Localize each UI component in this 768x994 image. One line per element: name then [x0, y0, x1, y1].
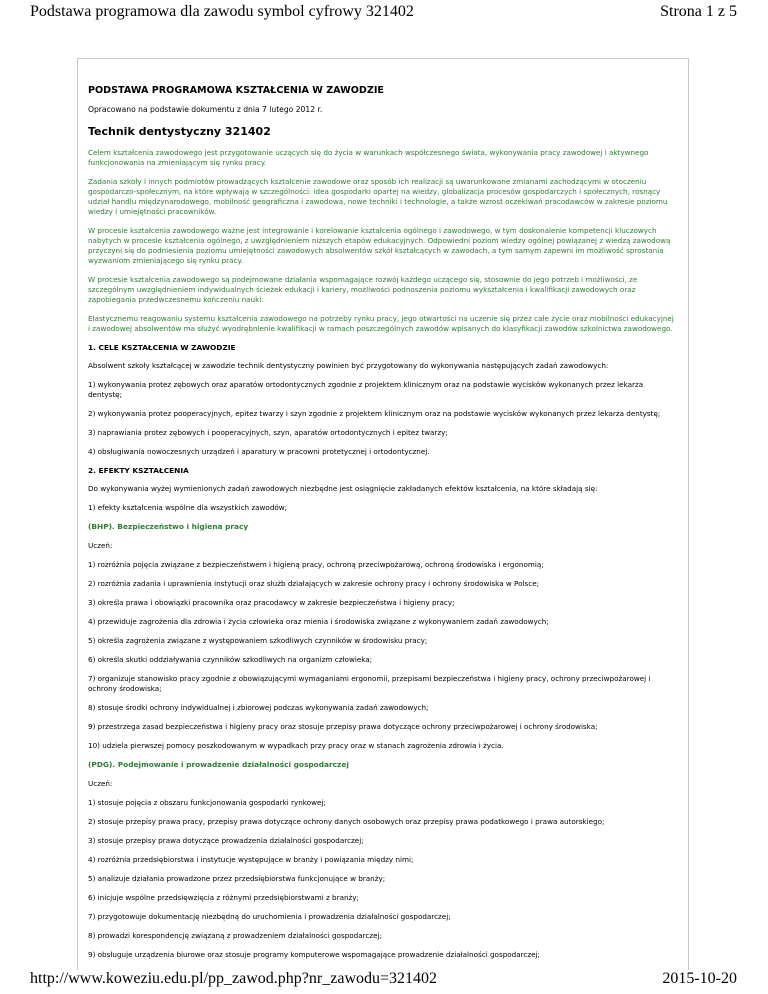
bhp-list [88, 560, 678, 751]
list-item: 9) obsługuje urządzenia biurowe oraz stosuje programy komputerowe wspomagające prowadzenie działalności gospodarczej; [88, 950, 540, 959]
list-item: 3) naprawiania protez zębowych i pooperacyjnych, szyn, aparatów ortodontycznych i epitez twarzy; [88, 428, 448, 437]
list-item: 2) wykonywania protez pooperacyjnych, epitez twarzy i szyn zgodnie z projektem klinicznym oraz na podstawie wycisków wykonanych przez lekarza dentystę; [88, 409, 661, 418]
section-heading: 2. EFEKTY KSZTAŁCENIA [88, 466, 189, 475]
intro-paragraph: W procesie kształcenia zawodowego są podejmowane działania wspomagające rozwój każdego uczącego się, stosownie do jego potrzeb i możliwości, ze szczególnym uwzględnieniem indywidualnych ścieżek edukacji i kariery, możliwości podnoszenia poziomu wykształcenia i kwalifikacji zawodowych oraz zapobiegania przedwczesnemu kończeniu nauki. [88, 275, 638, 304]
document-title: PODSTAWA PROGRAMOWA KSZTAŁCENIA W ZAWODZIE [88, 85, 384, 96]
print-date: 2015-10-20 [662, 970, 737, 987]
list-item: 1) stosuje pojęcia z obszaru funkcjonowania gospodarki rynkowej; [88, 798, 326, 807]
document-body [88, 85, 678, 969]
profession-title: Technik dentystyczny 321402 [88, 125, 271, 138]
section-lead: Absolwent szkoły kształcącej w zawodzie technik dentystyczny powinien być przygotowany do wykonywania następujących zadań zawodowych: [88, 361, 609, 370]
intro-paragraph: W procesie kształcenia zawodowego ważne jest integrowanie i korelowanie kształcenia ogólnego i zawodowego, w tym doskonalenie kompetencji kluczowych nabytych w procesie kształcenia ogólnego, z uwzględnieniem niższych etapów edukacyjnych. Odpowiedni poziom wiedzy ogólnej powiązanej z wiedzą zawodową przyczyni się do podniesienia poziomu umiejętności zawodowych absolwentów szkół kształcących w zawodach, a tym samym zapewni im możliwość sprostania wyzwaniom zmieniającego się rynku pracy. [88, 226, 671, 265]
list-item: 7) przygotowuje dokumentację niezbędną do uruchomienia i prowadzenia działalności gospodarczej; [88, 912, 451, 921]
page-counter: Strona 1 z 5 [660, 3, 737, 20]
task-list [88, 380, 678, 457]
intro-paragraph: Elastycznemu reagowaniu systemu kształcenia zawodowego na potrzeby rynku pracy, jego otwartości na uczenie się przez całe życie oraz mobilności edukacyjnej i zawodowej absolwentów ma służyć wyodrębnienie kwalifikacji w ramach poszczególnych zawodów wpisanych do klasyfikacji zawodów szkolnictwa zawodowego. [88, 314, 674, 333]
list-item: 8) prowadzi korespondencję związaną z prowadzeniem działalności gospodarczej; [88, 931, 382, 940]
source-url[interactable]: http://www.koweziu.edu.pl/pp_zawod.php?nr_zawodu=321402 [30, 970, 438, 987]
document-frame [77, 58, 689, 970]
section-heading: 1. CELE KSZTAŁCENIA W ZAWODZIE [88, 343, 236, 352]
pdg-heading: (PDG). Podejmowanie i prowadzenie działalności gospodarczej [88, 760, 349, 769]
list-item: 3) określa prawa i obowiązki pracownika oraz pracodawcy w zakresie bezpieczeństwa i higieny pracy; [88, 598, 455, 607]
intro-section [88, 148, 678, 334]
list-item: 5) analizuje działania prowadzone przez przedsiębiorstwa funkcjonujące w branży; [88, 874, 386, 883]
learner-label: Uczeń: [88, 779, 113, 788]
list-item: 5) określa zagrożenia związane z występowaniem szkodliwych czynników w środowisku pracy; [88, 636, 428, 645]
list-item: 4) obsługiwania nowoczesnych urządzeń i aparatury w pracowni protetycznej i ortodontycznej. [88, 447, 430, 456]
list-item: 6) określa skutki oddziaływania czynników szkodliwych na organizm człowieka; [88, 655, 373, 664]
print-header-title: Podstawa programowa dla zawodu symbol cyfrowy 321402 [30, 3, 414, 20]
list-item: 6) inicjuje wspólne przedsięwzięcia z różnymi przedsiębiorstwami z branży; [88, 893, 359, 902]
list-item: 4) przewiduje zagrożenia dla zdrowia i życia człowieka oraz mienia i środowiska związane z wykonywaniem zadań zawodowych; [88, 617, 549, 626]
list-item: 1) rozróżnia pojęcia związane z bezpieczeństwem i higieną pracy, ochroną przeciwpożarową, ochroną środowiska i ergonomią; [88, 560, 544, 569]
document-basis: Opracowano na podstawie dokumentu z dnia 7 lutego 2012 r. [88, 105, 323, 114]
section-subitem: 1) efekty kształcenia wspólne dla wszystkich zawodów; [88, 503, 288, 512]
section-lead: Do wykonywania wyżej wymienionych zadań zawodowych niezbędne jest osiągnięcie zakładanych efektów kształcenia, na które składają się: [88, 484, 598, 493]
intro-paragraph: Zadania szkoły i innych podmiotów prowadzących kształcenie zawodowe oraz sposób ich realizacji są uwarunkowane zmianami zachodzącymi w otoczeniu gospodarczo-społecznym, na które wpływają w szczególności: idea gospodarki opartej na wiedzy, globalizacja procesów gospodarczych i społecznych, rosnący udział handlu międzynarodowego, mobilność geograficzna i zawodowa, nowe techniki i technologie, a także wzrost oczekiwań pracodawców w zakresie poziomu wiedzy i umiejętności pracowników. [88, 177, 668, 216]
list-item: 7) organizuje stanowisko pracy zgodnie z obowiązującymi wymaganiami ergonomii, przepisami bezpieczeństwa i higieny pracy, ochrony przeciwpożarowej i ochrony środowiska; [88, 674, 651, 693]
bhp-heading: (BHP). Bezpieczeństwo i higiena pracy [88, 522, 249, 531]
list-item: 4) rozróżnia przedsiębiorstwa i instytucje występujące w branży i powiązania między nimi; [88, 855, 414, 864]
list-item: 2) stosuje przepisy prawa pracy, przepisy prawa dotyczące ochrony danych osobowych oraz przepisy prawa podatkowego i prawa autorskiego; [88, 817, 605, 826]
list-item: 2) rozróżnia zadania i uprawnienia instytucji oraz służb działających w zakresie ochrony pracy i ochrony środowiska w Polsce; [88, 579, 540, 588]
list-item: 1) wykonywania protez zębowych oraz aparatów ortodontycznych zgodnie z projektem klinicznym oraz na podstawie wycisków wykonanych przez lekarza dentystę; [88, 380, 644, 399]
list-item: 8) stosuje środki ochrony indywidualnej i zbiorowej podczas wykonywania zadań zawodowych; [88, 703, 429, 712]
pdg-list [88, 798, 678, 960]
print-header [0, 0, 768, 24]
list-item: 3) stosuje przepisy prawa dotyczące prowadzenia działalności gospodarczej; [88, 836, 364, 845]
learner-label: Uczeń: [88, 541, 113, 550]
intro-paragraph: Celem kształcenia zawodowego jest przygotowanie uczących się do życia w warunkach współczesnego świata, wykonywania pracy zawodowej i aktywnego funkcjonowania na zmieniającym się rynku pracy. [88, 148, 649, 167]
print-footer [0, 968, 768, 994]
list-item: 9) przestrzega zasad bezpieczeństwa i higieny pracy oraz stosuje przepisy prawa dotyczące ochrony przeciwpożarowej i ochrony środowiska; [88, 722, 598, 731]
list-item: 10) udziela pierwszej pomocy poszkodowanym w wypadkach przy pracy oraz w stanach zagrożenia zdrowia i życia. [88, 741, 504, 750]
